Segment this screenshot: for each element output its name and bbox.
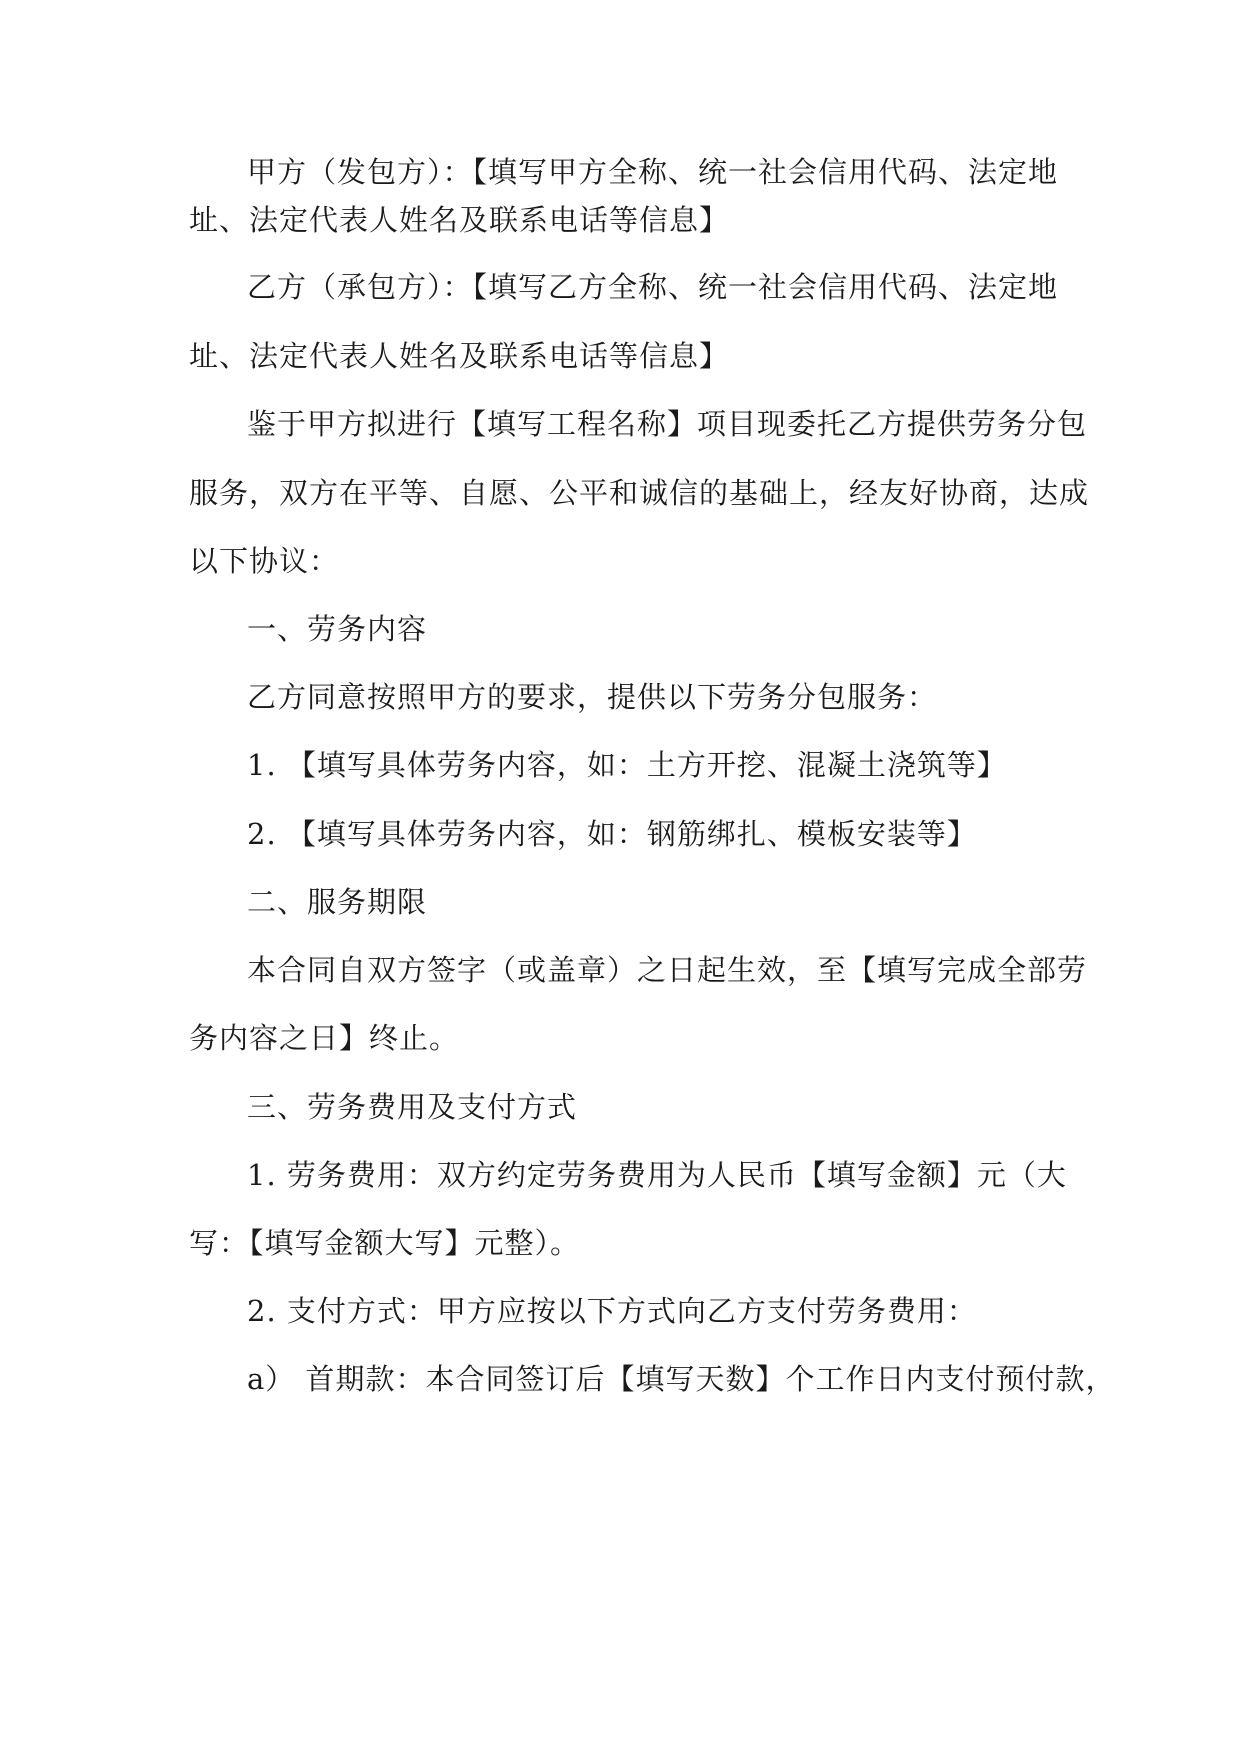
section-1-intro: 乙方同意按照甲方的要求，提供以下劳务分包服务： xyxy=(247,680,938,714)
section-3-item-1-line-1: 1. 劳务费用：双方约定劳务费用为人民币【填写金额】元（大 xyxy=(247,1158,1067,1192)
section-3-item-2a: a） 首期款：本合同签订后【填写天数】个工作日内支付预付款， xyxy=(247,1362,1116,1396)
section-3-item-2: 2. 支付方式：甲方应按以下方式向乙方支付劳务费用： xyxy=(247,1294,977,1328)
section-1-item-2: 2. 【填写具体劳务内容，如：钢筋绑扎、模板安装等】 xyxy=(247,817,977,851)
preamble-line-1: 鉴于甲方拟进行【填写工程名称】项目现委托乙方提供劳务分包 xyxy=(247,407,1088,441)
section-2-body-line-2: 务内容之日】终止。 xyxy=(189,1021,460,1055)
section-2-body-line-1: 本合同自双方签字（或盖章）之日起生效，至【填写完成全部劳 xyxy=(247,953,1088,987)
preamble-line-3: 以下协议： xyxy=(189,544,340,578)
section-3-item-1-line-2: 写：【填写金额大写】元整）。 xyxy=(189,1226,581,1260)
section-2-heading: 二、服务期限 xyxy=(247,885,428,919)
section-3-heading: 三、劳务费用及支付方式 xyxy=(247,1090,578,1124)
party-a-line-2: 址、法定代表人姓名及联系电话等信息】 xyxy=(189,203,730,237)
section-1-item-1: 1. 【填写具体劳务内容，如：土方开挖、混凝土浇筑等】 xyxy=(247,748,1007,782)
preamble-line-2: 服务，双方在平等、自愿、公平和诚信的基础上，经友好协商，达成 xyxy=(189,476,1090,510)
section-1-heading: 一、劳务内容 xyxy=(247,612,428,646)
party-a-line-1: 甲方（发包方）：【填写甲方全称、统一社会信用代码、法定地 xyxy=(247,155,1059,189)
party-b-line-1: 乙方（承包方）：【填写乙方全称、统一社会信用代码、法定地 xyxy=(247,270,1059,304)
party-b-line-2: 址、法定代表人姓名及联系电话等信息】 xyxy=(189,339,730,373)
